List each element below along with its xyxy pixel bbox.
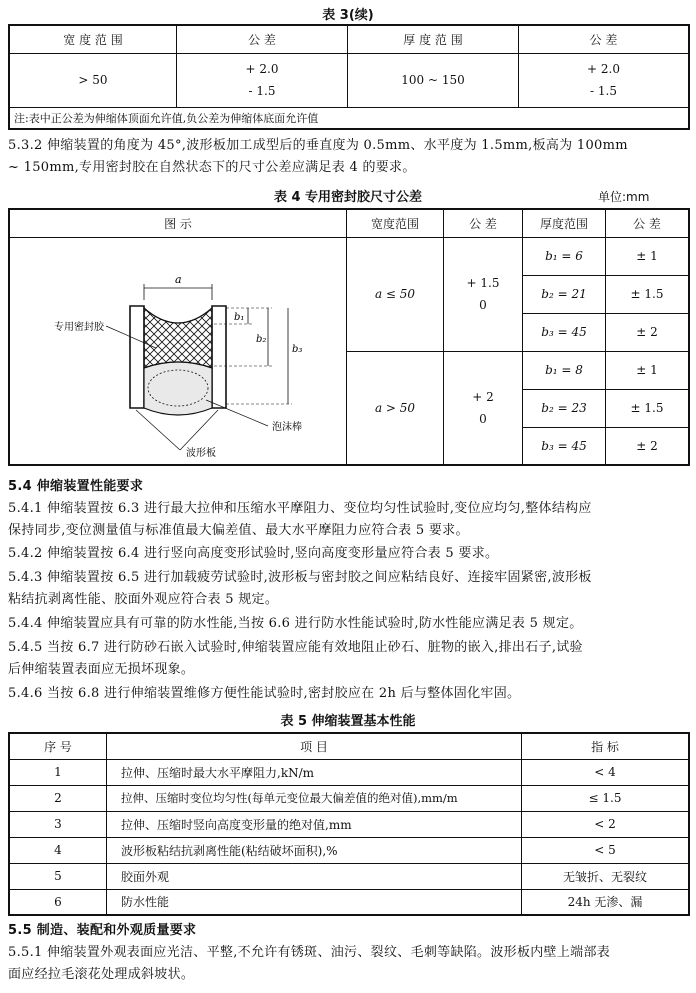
table-row (9, 837, 689, 863)
t4-g1-tol-bottom: 0 (479, 298, 487, 312)
p541-line1: 5.4.1 伸缩装置按 6.3 进行最大拉伸和压缩水平摩阻力、变位均匀性试验时,变位应均匀,整体结构应 (8, 501, 592, 516)
t5-r4-no: 5 (9, 863, 107, 889)
table3-caption: 表 3(续) (322, 8, 374, 23)
p545-line1: 5.4.5 当按 6.7 进行防砂石嵌入试验时,伸缩装置应能有效地阻止砂石、脏物的嵌入,排出石子,试验 (8, 640, 583, 655)
t5-r2-no: 3 (9, 811, 107, 837)
t5-r5-no: 6 (9, 889, 107, 915)
t3-width-range: > 50 (9, 53, 177, 107)
para-5-4-1 (8, 498, 690, 542)
table-row (9, 889, 689, 915)
t5-header-no: 序 号 (9, 733, 107, 759)
t4-g2-r2-t: b₃ = 45 (523, 427, 606, 465)
t5-r3-no: 4 (9, 837, 107, 863)
para-5-4-4: 5.4.4 伸缩装置应具有可靠的防水性能,当按 6.6 进行防水性能试验时,防水性能应满足表 5 规定。 (8, 616, 583, 631)
t3-tol1 (177, 53, 348, 107)
t4-g1-tol (444, 237, 523, 351)
t4-g1-r1-tol: ± 1.5 (606, 275, 690, 313)
t3-tol2-bottom: - 1.5 (590, 84, 617, 98)
t3-tol2 (519, 53, 690, 107)
t4-g2-r2-tol: ± 2 (606, 427, 690, 465)
label-sealant: 专用密封胶 (54, 321, 104, 333)
t4-g1-width: a ≤ 50 (347, 237, 444, 351)
p545-line2: 后伸缩装置表面应无损坏现象。 (8, 662, 195, 677)
t3-header-width: 宽 度 范 围 (9, 25, 177, 53)
sealant-diagram (10, 238, 344, 464)
table-row (9, 785, 689, 811)
t5-r1-no: 2 (9, 785, 107, 811)
t5-r1-value: ≤ 1.5 (522, 785, 690, 811)
p541-line2: 保持同步,变位测量值与标准值最大偏差值、最大水平摩阻力应符合表 5 要求。 (8, 523, 469, 538)
label-foam: 泡沫棒 (272, 421, 302, 433)
para-5-3-2 (8, 135, 690, 179)
t4-g2-r0-t: b₁ = 8 (523, 351, 606, 389)
t4-g2-width: a > 50 (347, 351, 444, 465)
t4-g1-r2-tol: ± 2 (606, 313, 690, 351)
t4-g1-tol-top: + 1.5 (466, 276, 500, 290)
p551-line2: 面应经拉毛滚花处理成斜坡状。 (8, 967, 195, 982)
t5-header-value: 指 标 (522, 733, 690, 759)
t4-g1-r1-t: b₂ = 21 (523, 275, 606, 313)
table5 (8, 732, 690, 916)
p543-line2: 粘结抗剥离性能、胶面外观应符合表 5 规定。 (8, 592, 279, 607)
t5-r4-value: 无皱折、无裂纹 (522, 863, 690, 889)
table4 (8, 208, 690, 466)
t4-g2-r0-tol: ± 1 (606, 351, 690, 389)
t5-r5-value: 24h 无渗、漏 (522, 889, 690, 915)
t5-r0-value: < 4 (522, 759, 690, 785)
p551-line1: 5.5.1 伸缩装置外观表面应光洁、平整,不允许有锈斑、油污、裂纹、毛刺等缺陷。波形板内壁上端部表 (8, 945, 611, 960)
t5-r5-item: 防水性能 (107, 889, 522, 915)
p532-line2: ~ 150mm,专用密封胶在自然状态下的尺寸公差应满足表 4 的要求。 (8, 160, 416, 175)
label-b2: b₂ (256, 333, 267, 345)
t5-r1-item: 拉伸、压缩时变位均匀性(每单元变位最大偏差值的绝对值),mm/m (107, 785, 522, 811)
para-5-5-1 (8, 942, 690, 986)
table-row (9, 863, 689, 889)
t3-note: 注:表中正公差为伸缩体顶面允许值,负公差为伸缩体底面允许值 (9, 107, 689, 129)
para-5-4-6: 5.4.6 当按 6.8 进行伸缩装置维修方便性能试验时,密封胶应在 2h 后与整体固化牢固。 (8, 686, 521, 701)
para-5-4-3 (8, 567, 690, 611)
t4-figure-cell (9, 237, 347, 465)
right-wall-plate (212, 306, 226, 408)
t4-g2-tol (444, 351, 523, 465)
t3-header-thickness: 厚 度 范 围 (348, 25, 519, 53)
t4-g2-tol-bottom: 0 (479, 411, 487, 426)
heading-5-4: 5.4 伸缩装置性能要求 (8, 479, 144, 494)
t4-header-figure: 图 示 (9, 209, 347, 237)
t4-g1-r2-t: b₃ = 45 (523, 313, 606, 351)
t4-g1-r0-tol: ± 1 (606, 237, 690, 275)
t3-tol1-bottom: - 1.5 (248, 84, 276, 98)
t5-r2-item: 拉伸、压缩时竖向高度变形量的绝对值,mm (107, 811, 522, 837)
p532-line1: 5.3.2 伸缩装置的角度为 45°,波形板加工成型后的垂直度为 0.5mm、水平度为 1.5mm,板高为 100mm (8, 138, 628, 153)
label-plate: 波形板 (186, 447, 216, 459)
t4-g2-r1-tol: ± 1.5 (606, 389, 690, 427)
t5-r4-item: 胶面外观 (107, 863, 522, 889)
table4-caption: 表 4 专用密封胶尺寸公差 (273, 190, 423, 205)
t3-tol2-top: + 2.0 (587, 62, 620, 76)
table-row (9, 811, 689, 837)
table3 (8, 24, 690, 130)
t5-r0-item: 拉伸、压缩时最大水平摩阻力,kN/m (107, 759, 522, 785)
label-b3: b₃ (292, 343, 303, 355)
t5-r0-no: 1 (9, 759, 107, 785)
label-b1: b₁ (234, 311, 245, 323)
table-row (9, 759, 689, 785)
p543-line1: 5.4.3 伸缩装置按 6.5 进行加载疲劳试验时,波形板与密封胶之间应粘结良好、连接牢固紧密,波形板 (8, 570, 592, 585)
t4-g2-tol-top: + 2 (472, 389, 494, 404)
para-5-4-2: 5.4.2 伸缩装置按 6.4 进行竖向高度变形试验时,竖向高度变形量应符合表 5 要求。 (8, 546, 499, 561)
sealant-body (144, 308, 212, 368)
t3-thickness-range: 100 ~ 150 (348, 53, 519, 107)
t4-header-tol2: 公 差 (606, 209, 690, 237)
label-a: a (175, 272, 182, 286)
t5-header-item: 项 目 (107, 733, 522, 759)
t3-tol1-top: + 2.0 (245, 62, 279, 76)
para-5-4-5 (8, 637, 690, 681)
foam-rod (144, 362, 212, 415)
heading-5-5: 5.5 制造、装配和外观质量要求 (8, 923, 197, 938)
t4-header-tol1: 公 差 (444, 209, 523, 237)
table5-caption: 表 5 伸缩装置基本性能 (280, 714, 416, 729)
t4-header-width: 宽度范围 (347, 209, 444, 237)
t5-r3-item: 波形板粘结抗剥离性能(粘结破坏面积),% (107, 837, 522, 863)
t5-r3-value: < 5 (522, 837, 690, 863)
t4-header-thickness: 厚度范围 (523, 209, 606, 237)
table4-unit: 单位:mm (598, 190, 650, 204)
t3-header-tol1: 公 差 (177, 25, 348, 53)
t3-header-tol2: 公 差 (519, 25, 690, 53)
t4-g2-r1-t: b₂ = 23 (523, 389, 606, 427)
t5-r2-value: < 2 (522, 811, 690, 837)
left-wall-plate (130, 306, 144, 408)
t4-g1-r0-t: b₁ = 6 (523, 237, 606, 275)
